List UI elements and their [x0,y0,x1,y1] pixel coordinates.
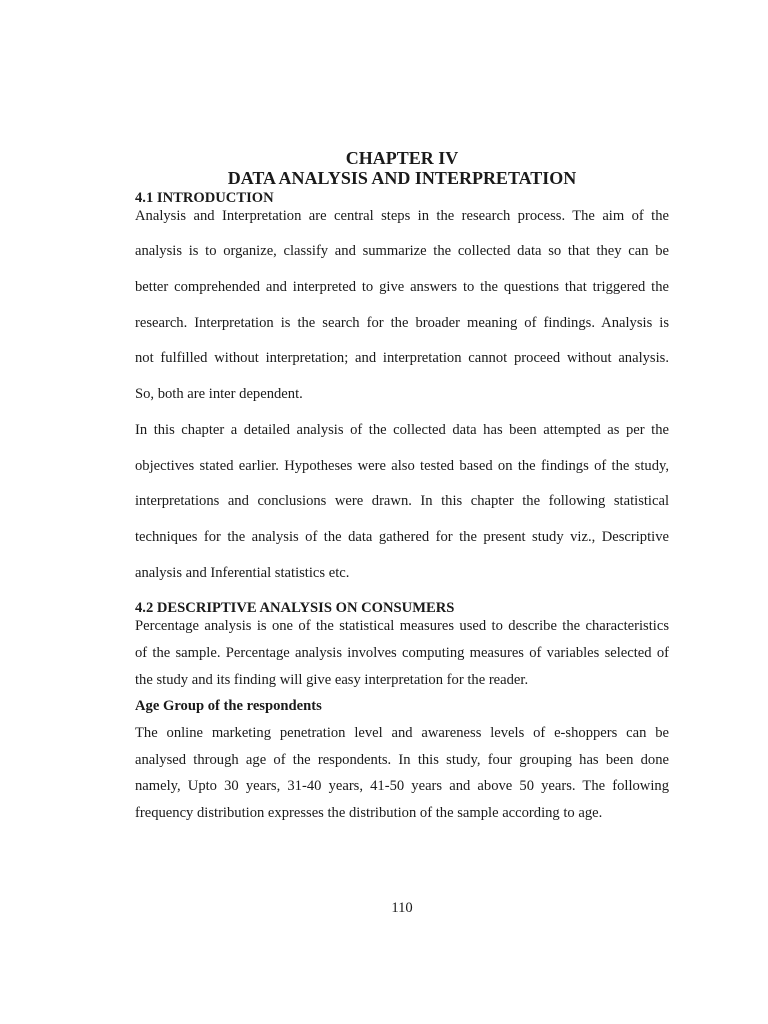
paragraph-line: techniques for the analysis of the data gathered for the present study viz., Descriptive [135,529,669,545]
paragraph-line: objectives stated earlier. Hypotheses were also tested based on the findings of the study, [135,458,669,474]
section-heading-descriptive-analysis: 4.2 DESCRIPTIVE ANALYSIS ON CONSUMERS [135,600,455,616]
page-number: 110 [391,900,413,916]
paragraph-line: analysis and Inferential statistics etc. [135,565,350,581]
paragraph-line: analysis is to organize, classify and summarize the collected data so that they can be [135,243,669,259]
paragraph-line: the study and its finding will give easy interpretation for the reader. [135,672,529,688]
paragraph-line: of the sample. Percentage analysis involves computing measures of variables selected of [135,645,669,661]
paragraph-line: analysed through age of the respondents. In this study, four grouping has been done [135,752,669,768]
paragraph-line: So, both are inter dependent. [135,386,303,402]
paragraph-line: frequency distribution expresses the distribution of the sample according to age. [135,805,603,821]
paragraph-line: Analysis and Interpretation are central steps in the research process. The aim of the [135,208,669,224]
paragraph-line: In this chapter a detailed analysis of the collected data has been attempted as per the [135,422,669,438]
chapter-title: DATA ANALYSIS AND INTERPRETATION [227,168,577,188]
paragraph-line: namely, Upto 30 years, 31-40 years, 41-50 years and above 50 years. The following [135,778,669,794]
paragraph-line: Percentage analysis is one of the statistical measures used to describe the characteristics [135,618,669,634]
paragraph-line: interpretations and conclusions were drawn. In this chapter the following statistical [135,493,669,509]
paragraph-line: not fulfilled without interpretation; and interpretation cannot proceed without analysis. [135,350,669,366]
paragraph-line: The online marketing penetration level and awareness levels of e-shoppers can be [135,725,669,741]
paragraph-line: research. Interpretation is the search for the broader meaning of findings. Analysis is [135,315,669,331]
paragraph-line: better comprehended and interpreted to give answers to the questions that triggered the [135,279,669,295]
chapter-number: CHAPTER IV [345,148,459,168]
subheading-age-group: Age Group of the respondents [135,698,322,714]
section-heading-introduction: 4.1 INTRODUCTION [135,190,274,206]
